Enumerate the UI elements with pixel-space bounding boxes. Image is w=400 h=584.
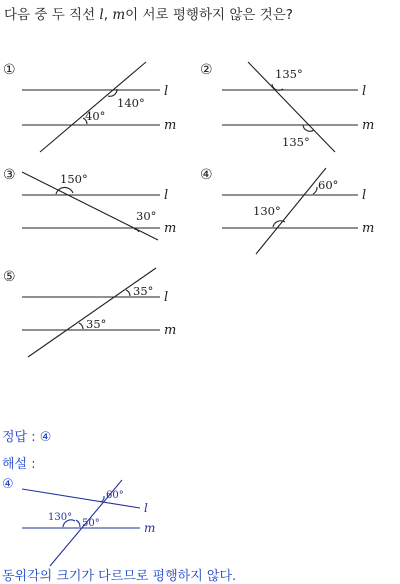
answer-text: 정답 : ④ <box>2 430 52 445</box>
option-5-angle-arc-top <box>126 290 130 296</box>
option-5-label-l: l <box>164 290 169 305</box>
explanation-label: 해설 : <box>2 457 36 472</box>
option-4-angle-60: 60° <box>318 178 339 192</box>
explanation-angle-130: 130° <box>48 512 73 523</box>
explanation-angle-arc-60 <box>101 496 104 502</box>
explanation-number: ④ <box>2 477 14 492</box>
question-prefix: 다음 중 두 직선 <box>4 7 100 23</box>
option-1-label-l: l <box>164 84 169 99</box>
option-4-number[interactable]: ④ <box>200 167 213 183</box>
option-5-angle-arc-bottom <box>79 323 83 329</box>
option-5-angle-bottom: 35° <box>86 317 107 331</box>
option-1-angle-40: 40° <box>85 109 106 123</box>
option-1-angle-140: 140° <box>117 96 145 110</box>
question-separator: , <box>103 7 113 23</box>
option-1-label-m: m <box>164 118 177 133</box>
explanation-conclusion: 동위각의 크기가 다르므로 평행하지 않다. <box>2 569 237 584</box>
option-3-angle-150: 150° <box>60 172 88 186</box>
option-1-number[interactable]: ① <box>3 62 16 78</box>
option-5-number[interactable]: ⑤ <box>3 269 16 285</box>
question-suffix: 이 서로 평행하지 않은 것은? <box>125 7 293 23</box>
explanation-label-l: l <box>144 501 148 515</box>
option-2-label-m: m <box>362 118 375 133</box>
option-2-angle-top: 135° <box>275 67 303 81</box>
explanation-angle-50: 50° <box>82 518 100 529</box>
explanation-angle-60: 60° <box>106 490 124 501</box>
option-5-label-m: m <box>164 323 177 338</box>
option-3-figure <box>22 172 160 240</box>
option-3-angle-30: 30° <box>136 209 157 223</box>
option-4-angle-arc-60 <box>313 187 317 194</box>
option-5-angle-top: 35° <box>133 284 154 298</box>
explanation-label-m: m <box>144 521 156 535</box>
option-4-label-m: m <box>362 221 375 236</box>
option-3-number[interactable]: ③ <box>3 167 16 183</box>
explanation-angle-arc-50 <box>76 520 80 527</box>
option-3-angle-arc-30 <box>134 229 139 232</box>
line-l-symbol: l <box>99 7 104 23</box>
line-m-symbol: m <box>112 7 126 23</box>
option-2-angle-arc-top <box>272 84 283 90</box>
option-3-label-l: l <box>164 188 169 203</box>
option-4-angle-130: 130° <box>253 204 281 218</box>
option-2-angle-bottom: 135° <box>282 135 310 149</box>
option-5-figure <box>22 268 160 357</box>
option-3-label-m: m <box>164 221 177 236</box>
option-2-number[interactable]: ② <box>200 62 213 78</box>
option-2-label-l: l <box>362 84 367 99</box>
option-4-label-l: l <box>362 188 367 203</box>
